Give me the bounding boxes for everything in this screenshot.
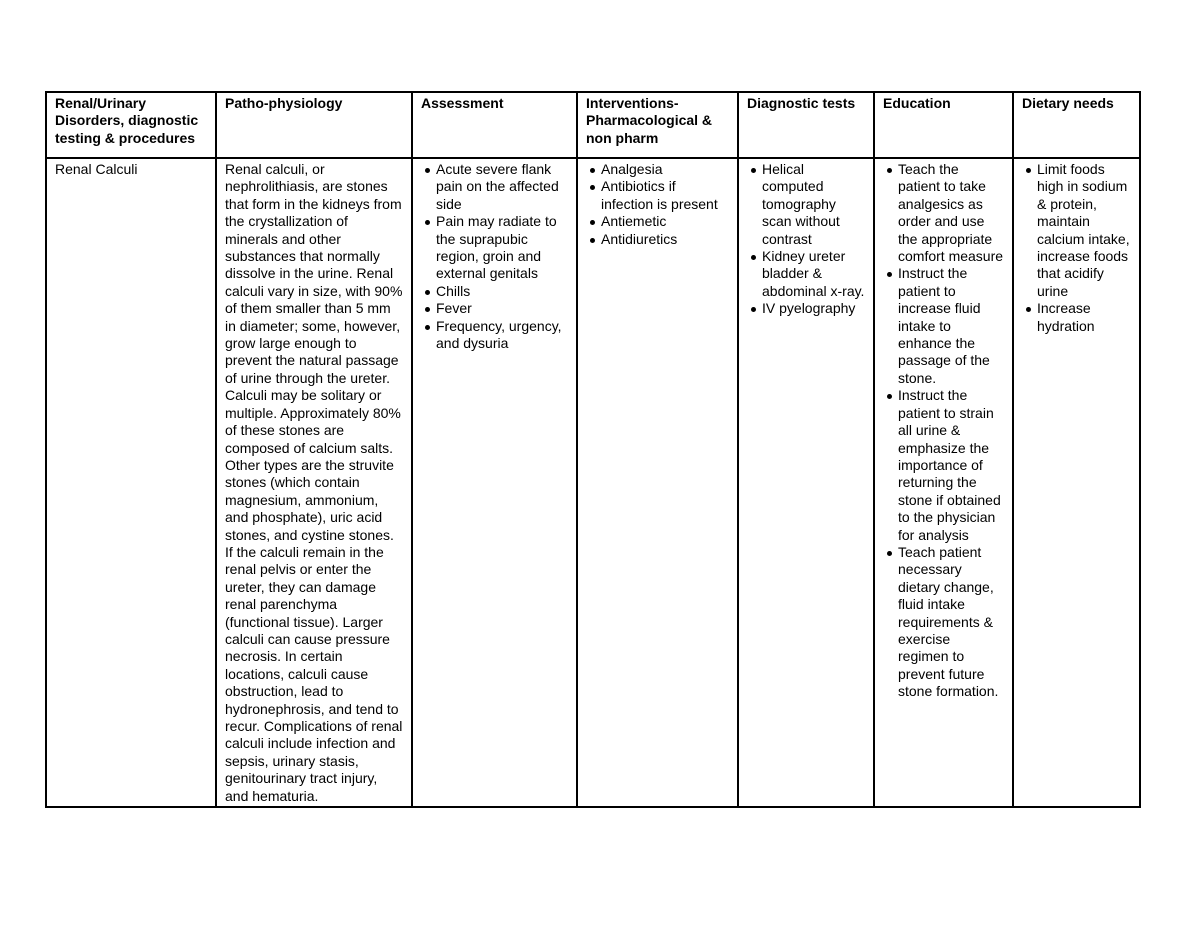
cell-education [874,158,1013,807]
list-item: Antiemetic [586,213,729,230]
header-dietary-needs: Dietary needs [1013,92,1140,158]
dietary-needs-list [1022,161,1131,335]
list-item: Increase hydration [1022,300,1131,335]
cell-disorder: Renal Calculi [46,158,216,807]
assessment-list [421,161,568,352]
diagnostic-tests-list [747,161,865,318]
list-item: Antidiuretics [586,231,729,248]
list-item: Acute severe flank pain on the affected side [421,161,568,213]
care-plan-table [45,91,1141,808]
list-item: Teach the patient to take analgesics as order and use the appropriate comfort measure [883,161,1004,265]
header-education: Education [874,92,1013,158]
header-diagnostic-tests: Diagnostic tests [738,92,874,158]
cell-dietary-needs [1013,158,1140,807]
cell-assessment [412,158,577,807]
list-item: Frequency, urgency, and dysuria [421,318,568,353]
interventions-list [586,161,729,248]
list-item: Limit foods high in sodium & protein, maintain calcium intake, increase foods that acidify urine [1022,161,1131,300]
list-item: Pain may radiate to the suprapubic region, groin and external genitals [421,213,568,283]
list-item: Analgesia [586,161,729,178]
list-item: IV pyelography [747,300,865,317]
header-disorder: Renal/Urinary Disorders, diagnostic testing & procedures [46,92,216,158]
table-row [46,158,1140,807]
education-list [883,161,1004,701]
header-assessment: Assessment [412,92,577,158]
list-item: Kidney ureter bladder & abdominal x-ray. [747,248,865,300]
cell-interventions [577,158,738,807]
header-pathophysiology: Patho-physiology [216,92,412,158]
list-item: Instruct the patient to increase fluid intake to enhance the passage of the stone. [883,265,1004,387]
list-item: Helical computed tomography scan without contrast [747,161,865,248]
list-item: Teach patient necessary dietary change, fluid intake requirements & exercise regimen to prevent future stone formation. [883,544,1004,701]
cell-pathophysiology: Renal calculi, or nephrolithiasis, are stones that form in the kidneys from the crystallization of minerals and other substances that normally dissolve in the urine. Renal calculi vary in size, with 90% of them smaller than 5 mm in diameter; some, however, grow large enough to prevent the natural passage of urine through the ureter. Calculi may be solitary or multiple. Approximately 80% of these stones are composed of calcium salts. Other types are the struvite stones (which contain magnesium, ammonium, and phosphate), uric acid stones, and cystine stones. If the calculi remain in the renal pelvis or enter the ureter, they can damage renal parenchyma (functional tissue). Larger calculi can cause pressure necrosis. In certain locations, calculi cause obstruction, lead to hydronephrosis, and tend to recur. Complications of renal calculi include infection and sepsis, urinary stasis, genitourinary tract injury, and hematuria. [216,158,412,807]
list-item: Instruct the patient to strain all urine & emphasize the importance of returning the stone if obtained to the physician for analysis [883,387,1004,544]
list-item: Chills [421,283,568,300]
list-item: Antibiotics if infection is present [586,178,729,213]
header-row [46,92,1140,158]
list-item: Fever [421,300,568,317]
header-interventions: Interventions-Pharmacological & non pharm [577,92,738,158]
cell-diagnostic-tests [738,158,874,807]
